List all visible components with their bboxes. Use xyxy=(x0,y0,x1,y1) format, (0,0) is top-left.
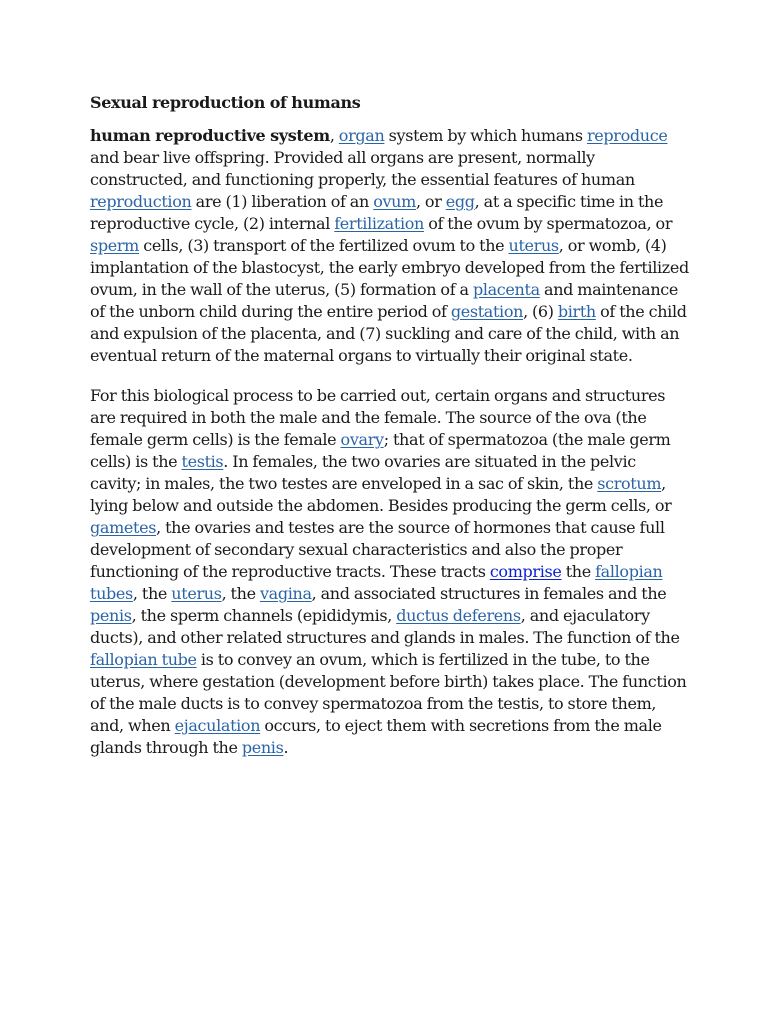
text-run: , the sperm channels (epididymis, xyxy=(131,606,397,625)
text-run: , and associated structures in females and the xyxy=(311,584,667,603)
link-sperm[interactable]: sperm xyxy=(90,236,139,255)
text-run: , (6) xyxy=(523,302,558,321)
link-uterus[interactable]: uterus xyxy=(508,236,559,255)
link-vagina[interactable]: vagina xyxy=(259,584,312,603)
text-run: cells, (3) transport of the fertilized ovum to the xyxy=(139,236,509,255)
text-run: . In females, the two ovaries are situated in the pelvic cavity; in males, the two testes are enveloped in a sac of skin, the xyxy=(90,452,636,493)
document-title: Sexual reproduction of humans xyxy=(90,93,361,112)
paragraph xyxy=(90,125,690,367)
link-ovum[interactable]: ovum xyxy=(373,192,416,211)
text-run: For this biological process to be carried out, certain organs and structures are required in both the male and the female. The source of the ova (the female germ cells) is the female xyxy=(90,386,666,449)
link-uterus[interactable]: uterus xyxy=(171,584,222,603)
text-run: , the ovaries and testes are the source of hormones that cause full development of secondary sexual characteristics and also the proper functioning of the reproductive tracts. These tracts xyxy=(90,518,665,581)
link-comprise[interactable]: comprise xyxy=(489,562,562,581)
link-egg[interactable]: egg xyxy=(445,192,475,211)
link-reproduction[interactable]: reproduction xyxy=(90,192,192,211)
link-penis[interactable]: penis xyxy=(241,738,284,757)
link-gametes[interactable]: gametes xyxy=(90,518,157,537)
text-run: , or xyxy=(415,192,446,211)
link-fallopian-tubes[interactable]: fallopian tubes xyxy=(90,562,663,603)
text-run: is to convey an ovum, which is fertilized in the tube, to the uterus, where gestation (development before birth) takes place. The function of the male ducts is to convey spermatozoa from the testis, to store them, and, when xyxy=(90,650,687,735)
text-run: and maintenance of the unborn child during the entire period of xyxy=(90,280,679,321)
text-run: , the xyxy=(221,584,260,603)
text-run: system by which humans xyxy=(384,126,587,145)
text-run: , or womb, (4) implantation of the blastocyst, the early embryo developed from the fertilized ovum, in the wall of the uterus, (5) formation of a xyxy=(90,236,689,299)
link-fallopian-tube[interactable]: fallopian tube xyxy=(90,650,197,669)
link-fertilization[interactable]: fertilization xyxy=(334,214,424,233)
paragraph xyxy=(90,385,690,759)
text-run: of the ovum by spermatozoa, or xyxy=(423,214,673,233)
text-run: are (1) liberation of an xyxy=(191,192,374,211)
lead-term: human reproductive system xyxy=(90,126,330,145)
text-run: ; that of spermatozoa (the male germ cells) is the xyxy=(90,430,671,471)
text-run: , the xyxy=(132,584,172,603)
text-run: , lying below and outside the abdomen. Besides producing the germ cells, or xyxy=(90,474,672,515)
text-run: and bear live offspring. Provided all organs are present, normally constructed, and functioning properly, the essential features of human xyxy=(90,148,635,189)
text-run: , and ejaculatory ducts), and other related structures and glands in males. The function of the xyxy=(90,606,680,647)
link-placenta[interactable]: placenta xyxy=(472,280,540,299)
text-run: of the child and expulsion of the placenta, and (7) suckling and care of the child, with an eventual return of the maternal organs to virtually their original state. xyxy=(90,302,687,365)
text-run: the xyxy=(561,562,596,581)
link-gestation[interactable]: gestation xyxy=(450,302,524,321)
link-ejaculation[interactable]: ejaculation xyxy=(174,716,261,735)
document-page xyxy=(90,92,690,777)
document-body xyxy=(90,125,690,759)
link-testis[interactable]: testis xyxy=(181,452,224,471)
link-ductus-deferens[interactable]: ductus deferens xyxy=(396,606,521,625)
text-run: , at a specific time in the reproductive cycle, (2) internal xyxy=(90,192,664,233)
link-organ[interactable]: organ xyxy=(338,126,385,145)
text-run: , xyxy=(329,126,339,145)
link-penis[interactable]: penis xyxy=(90,606,132,625)
link-reproduce[interactable]: reproduce xyxy=(586,126,668,145)
text-run: . xyxy=(283,738,289,757)
text-run: occurs, to eject them with secretions from the male glands through the xyxy=(90,716,662,757)
link-scrotum[interactable]: scrotum xyxy=(597,474,662,493)
link-ovary[interactable]: ovary xyxy=(340,430,384,449)
link-birth[interactable]: birth xyxy=(557,302,596,321)
